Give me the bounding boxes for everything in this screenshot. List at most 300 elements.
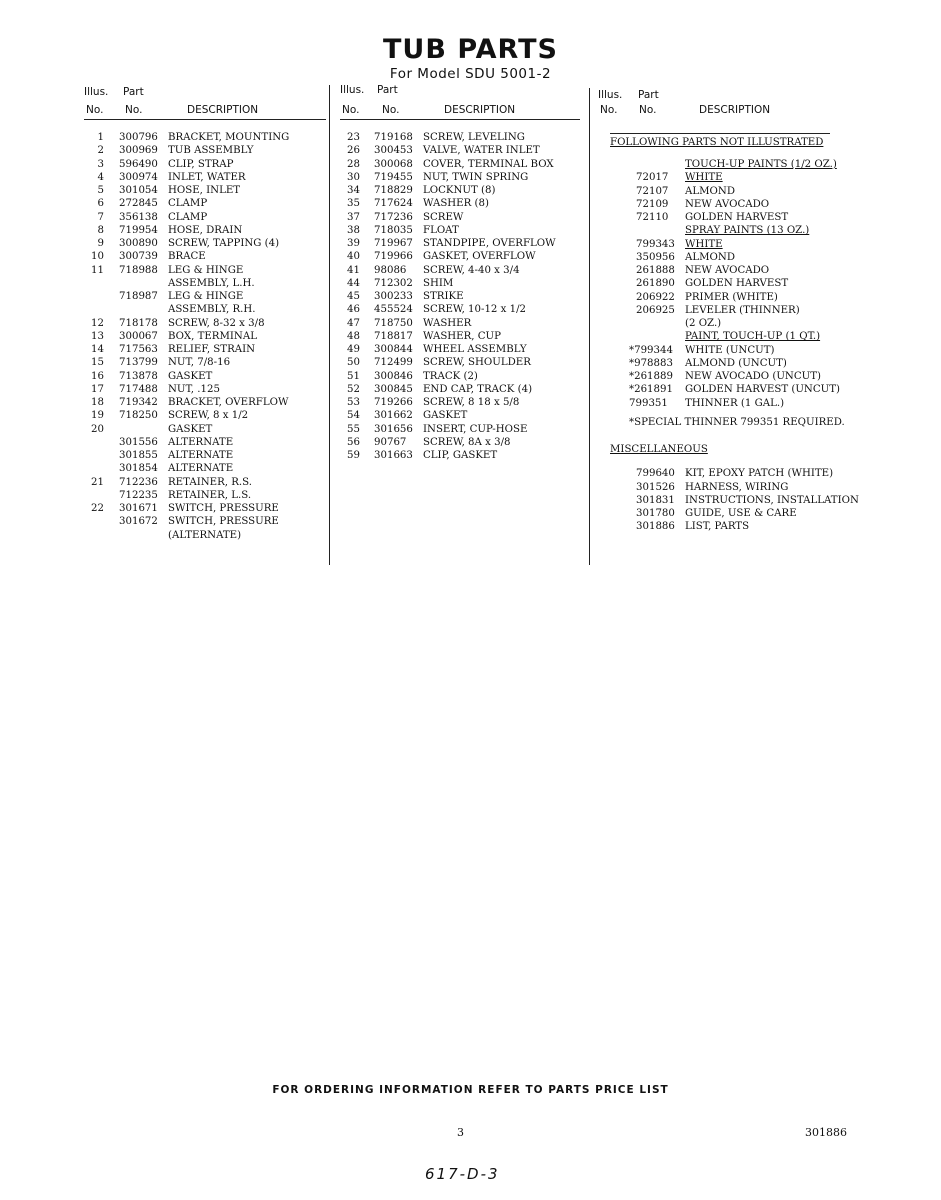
list-item bbox=[84, 396, 326, 409]
part-description: KIT, EPOXY PATCH (WHITE) bbox=[685, 468, 834, 480]
part-label: Part bbox=[638, 89, 659, 101]
list-item bbox=[84, 158, 326, 171]
part-description: GOLDEN HARVEST bbox=[685, 212, 789, 223]
list-item bbox=[340, 449, 580, 462]
illus-number: 56 bbox=[347, 436, 360, 448]
list-item bbox=[84, 436, 326, 449]
part-description: NEW AVOCADO bbox=[685, 265, 770, 276]
list-item bbox=[340, 370, 580, 383]
part-number: 300796 bbox=[119, 132, 158, 143]
list-item bbox=[340, 423, 580, 436]
list-item bbox=[84, 197, 326, 210]
part-description: WHITE bbox=[685, 172, 723, 184]
description-label: DESCRIPTION bbox=[444, 104, 516, 116]
page-number: 3 bbox=[457, 1126, 464, 1139]
part-number: 718988 bbox=[119, 264, 158, 276]
list-item bbox=[84, 277, 326, 290]
list-item bbox=[340, 158, 580, 171]
part-number: 261888 bbox=[636, 265, 675, 276]
part-number: 300845 bbox=[374, 383, 413, 395]
part-number: 301656 bbox=[374, 423, 413, 435]
part-description: SHIM bbox=[423, 277, 454, 289]
parts-list bbox=[84, 131, 326, 542]
list-item bbox=[84, 356, 326, 369]
list-item bbox=[340, 330, 580, 343]
illus-number: 3 bbox=[97, 158, 104, 170]
part-description: NEW AVOCADO bbox=[685, 198, 770, 210]
part-number: 300067 bbox=[119, 330, 158, 342]
part-number: 718250 bbox=[119, 410, 158, 422]
column-divider bbox=[589, 88, 590, 565]
part-description: TUB ASSEMBLY bbox=[168, 145, 254, 157]
part-description: ALTERNATE bbox=[168, 463, 234, 475]
part-number: *978883 bbox=[629, 357, 673, 369]
part-number: 350956 bbox=[636, 251, 675, 263]
ordering-note: FOR ORDERING INFORMATION REFER TO PARTS PRICE LIST bbox=[272, 1084, 669, 1096]
part-description: GASKET bbox=[168, 370, 213, 382]
part-description: BRACE bbox=[168, 251, 206, 263]
part-description: SCREW, TAPPING (4) bbox=[168, 238, 280, 249]
illus-label: Illus. bbox=[340, 84, 365, 96]
spray-heading-text: SPRAY PAINTS (13 OZ.) bbox=[685, 225, 810, 237]
part-number: 300846 bbox=[374, 370, 413, 382]
part-description: LOCKNUT (8) bbox=[423, 185, 496, 196]
list-item bbox=[598, 238, 868, 251]
list-item bbox=[340, 317, 580, 330]
list-item bbox=[340, 144, 580, 157]
column-header bbox=[598, 85, 868, 119]
part-number: 301672 bbox=[119, 516, 158, 528]
list-item bbox=[84, 423, 326, 436]
title-block bbox=[0, 34, 941, 82]
illus-number: 23 bbox=[347, 132, 360, 143]
list-item bbox=[84, 502, 326, 515]
part-description: NEW AVOCADO (UNCUT) bbox=[685, 371, 821, 382]
header-rule bbox=[610, 133, 830, 134]
list-item bbox=[84, 317, 326, 330]
part-description: GOLDEN HARVEST bbox=[685, 278, 789, 290]
illus-number: 9 bbox=[97, 238, 104, 249]
part-description: SCREW, 8 18 x 5/8 bbox=[423, 397, 520, 408]
header-rule bbox=[340, 119, 580, 120]
part-description: (ALTERNATE) bbox=[168, 529, 242, 541]
part-description: END CAP, TRACK (4) bbox=[423, 383, 533, 395]
touch-up-heading-text: TOUCH-UP PAINTS (1/2 OZ.) bbox=[685, 159, 837, 170]
part-number: 301854 bbox=[119, 463, 158, 475]
column-header bbox=[340, 85, 580, 119]
list-item bbox=[340, 396, 580, 409]
list-item bbox=[340, 409, 580, 422]
part-number: 301663 bbox=[374, 450, 413, 461]
list-item bbox=[84, 515, 326, 528]
part-description: ALMOND bbox=[685, 251, 735, 263]
illus-number: 22 bbox=[91, 503, 104, 514]
not-illustrated-heading: FOLLOWING PARTS NOT ILLUSTRATED bbox=[610, 137, 824, 148]
list-item bbox=[340, 131, 580, 144]
part-description: PRIMER (WHITE) bbox=[685, 291, 778, 303]
list-item bbox=[340, 197, 580, 210]
list-item bbox=[84, 303, 326, 316]
illus-number: 2 bbox=[97, 145, 104, 157]
part-description: WASHER, CUP bbox=[423, 330, 502, 342]
part-description: WHITE (UNCUT) bbox=[685, 344, 775, 356]
part-number: 206925 bbox=[636, 304, 675, 316]
list-item bbox=[340, 343, 580, 356]
list-item bbox=[84, 290, 326, 303]
part-number: 719455 bbox=[374, 171, 413, 183]
list-item bbox=[84, 224, 326, 237]
part-description: CLAMP bbox=[168, 211, 208, 223]
list-item bbox=[340, 277, 580, 290]
part-description: COVER, TERMINAL BOX bbox=[423, 158, 554, 170]
part-number: 718829 bbox=[374, 185, 413, 196]
illus-number: 7 bbox=[97, 211, 104, 223]
part-number: 717236 bbox=[374, 211, 413, 223]
illus-number: 4 bbox=[97, 171, 104, 183]
list-item bbox=[340, 171, 580, 184]
part-number: 300890 bbox=[119, 238, 158, 249]
part-description: SCREW, 10-12 x 1/2 bbox=[423, 304, 527, 316]
part-description: NUT, TWIN SPRING bbox=[423, 171, 529, 183]
part-description: THINNER (1 GAL.) bbox=[685, 397, 785, 409]
part-description: LIST, PARTS bbox=[685, 521, 750, 533]
illus-number: 44 bbox=[347, 277, 360, 289]
list-item bbox=[598, 304, 868, 317]
list-item bbox=[340, 383, 580, 396]
touch-up-heading bbox=[598, 158, 868, 171]
list-item bbox=[84, 343, 326, 356]
illus-number: 34 bbox=[347, 185, 360, 196]
illus-number: 16 bbox=[91, 370, 104, 382]
part-number: 596490 bbox=[119, 158, 158, 170]
part-description: ALTERNATE bbox=[168, 450, 234, 461]
part-number: 717563 bbox=[119, 344, 158, 355]
part-number: 72107 bbox=[636, 185, 669, 197]
illus-number: 51 bbox=[347, 370, 360, 382]
part-description: LEG & HINGE bbox=[168, 264, 244, 276]
parts-list bbox=[340, 131, 580, 462]
part-number: *799344 bbox=[629, 344, 673, 356]
illus-label: Illus. bbox=[84, 86, 109, 98]
list-item bbox=[598, 481, 868, 494]
part-description: SCREW, 8A x 3/8 bbox=[423, 436, 511, 448]
illus-number: 1 bbox=[97, 132, 104, 143]
part-number: 301886 bbox=[636, 521, 675, 533]
illus-number: 30 bbox=[347, 171, 360, 183]
part-description: VALVE, WATER INLET bbox=[423, 145, 540, 157]
no-label: No. bbox=[86, 104, 104, 116]
part-number: 72017 bbox=[636, 172, 669, 184]
no-label: No. bbox=[600, 104, 618, 116]
illus-number: 8 bbox=[97, 224, 104, 236]
part-description: BRACKET, MOUNTING bbox=[168, 132, 290, 143]
part-description: CLIP, STRAP bbox=[168, 158, 234, 170]
illus-number: 28 bbox=[347, 158, 360, 170]
part-description: ALMOND (UNCUT) bbox=[685, 357, 787, 369]
list-item bbox=[340, 237, 580, 250]
illus-number: 12 bbox=[91, 317, 104, 329]
part-number: 712235 bbox=[119, 489, 158, 501]
illus-number: 11 bbox=[91, 264, 104, 276]
part-number: 300233 bbox=[374, 291, 413, 302]
part-number: 799343 bbox=[636, 238, 675, 250]
part-number: 301855 bbox=[119, 450, 158, 461]
quart-heading-text: PAINT, TOUCH-UP (1 QT.) bbox=[685, 331, 821, 343]
part-number: 712236 bbox=[119, 476, 158, 488]
part-description: WASHER bbox=[423, 317, 472, 329]
part-description: INSERT, CUP-HOSE bbox=[423, 423, 528, 435]
list-item bbox=[598, 344, 868, 357]
list-item bbox=[598, 185, 868, 198]
parts-column-2 bbox=[340, 85, 580, 462]
list-item bbox=[340, 184, 580, 197]
misc-heading bbox=[598, 443, 868, 456]
part-number: 300969 bbox=[119, 145, 158, 157]
list-item bbox=[84, 211, 326, 224]
part-number: 719168 bbox=[374, 132, 413, 143]
part-description: SWITCH, PRESSURE bbox=[168, 503, 279, 514]
part-number: 300453 bbox=[374, 145, 413, 157]
list-item bbox=[84, 171, 326, 184]
illus-number: 13 bbox=[91, 330, 104, 342]
list-item bbox=[340, 224, 580, 237]
illus-number: 18 bbox=[91, 397, 104, 408]
list-item bbox=[84, 462, 326, 475]
description-label: DESCRIPTION bbox=[699, 104, 771, 116]
illus-number: 35 bbox=[347, 198, 360, 210]
part-description: CLAMP bbox=[168, 198, 208, 210]
illus-number: 46 bbox=[347, 304, 360, 316]
part-number: 300068 bbox=[374, 158, 413, 170]
part-no-label: No. bbox=[382, 104, 400, 116]
part-description: WASHER (8) bbox=[423, 198, 489, 210]
part-description: HOSE, INLET bbox=[168, 185, 241, 196]
part-description: GASKET bbox=[423, 410, 468, 422]
list-item bbox=[84, 529, 326, 542]
list-item bbox=[84, 383, 326, 396]
part-description: BRACKET, OVERFLOW bbox=[168, 397, 289, 408]
part-number: 72110 bbox=[636, 212, 669, 223]
header-rule bbox=[84, 119, 326, 120]
part-description: WHEEL ASSEMBLY bbox=[423, 344, 527, 355]
illus-number: 50 bbox=[347, 357, 360, 369]
list-item bbox=[598, 494, 868, 507]
illus-number: 19 bbox=[91, 410, 104, 422]
part-number: 718817 bbox=[374, 330, 413, 342]
list-item bbox=[598, 520, 868, 533]
part-number: 713878 bbox=[119, 370, 158, 382]
list-item bbox=[598, 467, 868, 480]
part-description: RETAINER, L.S. bbox=[168, 489, 252, 501]
list-item bbox=[598, 357, 868, 370]
part-number: 718750 bbox=[374, 317, 413, 329]
part-number: 272845 bbox=[119, 198, 158, 210]
part-description: SCREW, 8 x 1/2 bbox=[168, 410, 249, 422]
part-number: 718178 bbox=[119, 317, 158, 329]
illus-number: 21 bbox=[91, 476, 104, 488]
list-item bbox=[340, 356, 580, 369]
misc-heading-text: MISCELLANEOUS bbox=[610, 444, 708, 455]
part-description: RETAINER, R.S. bbox=[168, 476, 252, 488]
list-item bbox=[598, 397, 868, 410]
part-description: ALTERNATE bbox=[168, 436, 234, 448]
description-label: DESCRIPTION bbox=[187, 104, 259, 116]
parts-column-1 bbox=[84, 85, 326, 542]
part-description: SCREW, LEVELING bbox=[423, 132, 525, 143]
part-number: 712302 bbox=[374, 277, 413, 289]
part-number: *261891 bbox=[629, 384, 673, 396]
part-number: 799351 bbox=[629, 397, 668, 409]
part-number: 719954 bbox=[119, 224, 158, 236]
part-number: 719967 bbox=[374, 238, 413, 249]
illus-number: 45 bbox=[347, 291, 360, 302]
part-number: 301556 bbox=[119, 436, 158, 448]
list-item bbox=[84, 237, 326, 250]
illus-number: 55 bbox=[347, 423, 360, 435]
part-number: 718987 bbox=[119, 291, 158, 302]
part-number: 300844 bbox=[374, 344, 413, 355]
illus-label: Illus. bbox=[598, 89, 623, 101]
part-number: 72109 bbox=[636, 198, 669, 210]
part-number: 717624 bbox=[374, 198, 413, 210]
part-number: 301780 bbox=[636, 508, 675, 519]
part-number: 206922 bbox=[636, 291, 675, 303]
part-number: 717488 bbox=[119, 383, 158, 395]
part-description: HARNESS, WIRING bbox=[685, 481, 789, 493]
list-item bbox=[340, 211, 580, 224]
column-divider bbox=[329, 85, 330, 565]
part-number: 455524 bbox=[374, 304, 413, 316]
illus-number: 38 bbox=[347, 224, 360, 236]
illus-number: 20 bbox=[91, 423, 104, 435]
list-item bbox=[598, 277, 868, 290]
illus-number: 48 bbox=[347, 330, 360, 342]
list-item bbox=[340, 303, 580, 316]
part-description: RELIEF, STRAIN bbox=[168, 344, 256, 355]
part-description: NUT, .125 bbox=[168, 383, 220, 395]
part-description: SCREW, SHOULDER bbox=[423, 357, 531, 369]
part-description: FLOAT bbox=[423, 224, 459, 236]
part-description: LEG & HINGE bbox=[168, 291, 244, 302]
list-item bbox=[598, 317, 868, 330]
part-no-label: No. bbox=[125, 104, 143, 116]
part-number: 301526 bbox=[636, 481, 675, 493]
list-item bbox=[598, 251, 868, 264]
list-item bbox=[340, 250, 580, 263]
special-note-text: *SPECIAL THINNER 799351 REQUIRED. bbox=[629, 416, 845, 428]
part-description: SCREW, 4-40 x 3/4 bbox=[423, 264, 520, 276]
spacer bbox=[598, 456, 868, 467]
spray-heading bbox=[598, 224, 868, 237]
part-description: BOX, TERMINAL bbox=[168, 330, 257, 342]
part-description: GASKET, OVERFLOW bbox=[423, 251, 536, 263]
part-description: STRIKE bbox=[423, 291, 464, 302]
part-number: 261890 bbox=[636, 278, 675, 290]
illus-number: 52 bbox=[347, 383, 360, 395]
part-description: GUIDE, USE & CARE bbox=[685, 508, 797, 519]
list-item bbox=[598, 383, 868, 396]
illus-number: 10 bbox=[91, 251, 104, 263]
list-item bbox=[340, 290, 580, 303]
list-item bbox=[598, 507, 868, 520]
list-item bbox=[84, 449, 326, 462]
list-item bbox=[598, 291, 868, 304]
part-description: ALMOND bbox=[685, 185, 735, 197]
special-note bbox=[598, 416, 868, 429]
part-description: INSTRUCTIONS, INSTALLATION bbox=[685, 494, 859, 506]
list-item bbox=[598, 264, 868, 277]
page-title: TUB PARTS bbox=[383, 34, 558, 65]
illus-number: 5 bbox=[97, 185, 104, 196]
part-label: Part bbox=[123, 86, 144, 98]
illus-number: 17 bbox=[91, 383, 104, 395]
part-description: CLIP, GASKET bbox=[423, 450, 498, 461]
list-item bbox=[84, 370, 326, 383]
illus-number: 6 bbox=[97, 198, 104, 210]
part-description: SWITCH, PRESSURE bbox=[168, 516, 279, 528]
part-number: 300739 bbox=[119, 251, 158, 263]
list-item bbox=[84, 489, 326, 502]
parts-column-3 bbox=[598, 85, 868, 534]
part-description: HOSE, DRAIN bbox=[168, 224, 243, 236]
page-subtitle: For Model SDU 5001-2 bbox=[389, 66, 552, 82]
part-number: 301831 bbox=[636, 494, 675, 506]
illus-number: 49 bbox=[347, 344, 360, 355]
part-description: TRACK (2) bbox=[423, 370, 478, 382]
part-number: 98086 bbox=[374, 264, 407, 276]
part-description: STANDPIPE, OVERFLOW bbox=[423, 238, 556, 249]
part-no-label: No. bbox=[639, 104, 657, 116]
illus-number: 14 bbox=[91, 344, 104, 355]
document-number: 301886 bbox=[805, 1126, 847, 1139]
list-item bbox=[84, 409, 326, 422]
no-label: No. bbox=[342, 104, 360, 116]
list-item bbox=[84, 476, 326, 489]
part-description: INLET, WATER bbox=[168, 171, 246, 183]
part-description: ASSEMBLY, R.H. bbox=[168, 304, 256, 316]
part-description: GOLDEN HARVEST (UNCUT) bbox=[685, 384, 840, 396]
part-description: LEVELER (THINNER) bbox=[685, 304, 800, 316]
illus-number: 39 bbox=[347, 238, 360, 249]
part-number: 712499 bbox=[374, 357, 413, 369]
list-item bbox=[84, 330, 326, 343]
part-description: NUT, 7/8-16 bbox=[168, 357, 231, 369]
quart-heading bbox=[598, 330, 868, 343]
list-item bbox=[598, 171, 868, 184]
part-description: SCREW, 8-32 x 3/8 bbox=[168, 317, 265, 329]
list-item bbox=[598, 370, 868, 383]
part-number: 718035 bbox=[374, 224, 413, 236]
illus-number: 37 bbox=[347, 211, 360, 223]
part-number: 799640 bbox=[636, 468, 675, 480]
list-item bbox=[340, 436, 580, 449]
illus-number: 59 bbox=[347, 450, 360, 461]
illus-number: 41 bbox=[347, 264, 360, 276]
illus-number: 53 bbox=[347, 397, 360, 408]
column-header bbox=[84, 85, 326, 119]
part-number: 719966 bbox=[374, 251, 413, 263]
part-number: 90767 bbox=[374, 436, 407, 448]
list-item bbox=[340, 264, 580, 277]
illus-number: 26 bbox=[347, 145, 360, 157]
part-number: 301662 bbox=[374, 410, 413, 422]
list-item bbox=[598, 211, 868, 224]
list-item bbox=[598, 198, 868, 211]
list-item bbox=[84, 264, 326, 277]
parts-list bbox=[598, 158, 868, 534]
part-number: 719266 bbox=[374, 397, 413, 408]
part-number: *261889 bbox=[629, 371, 673, 382]
